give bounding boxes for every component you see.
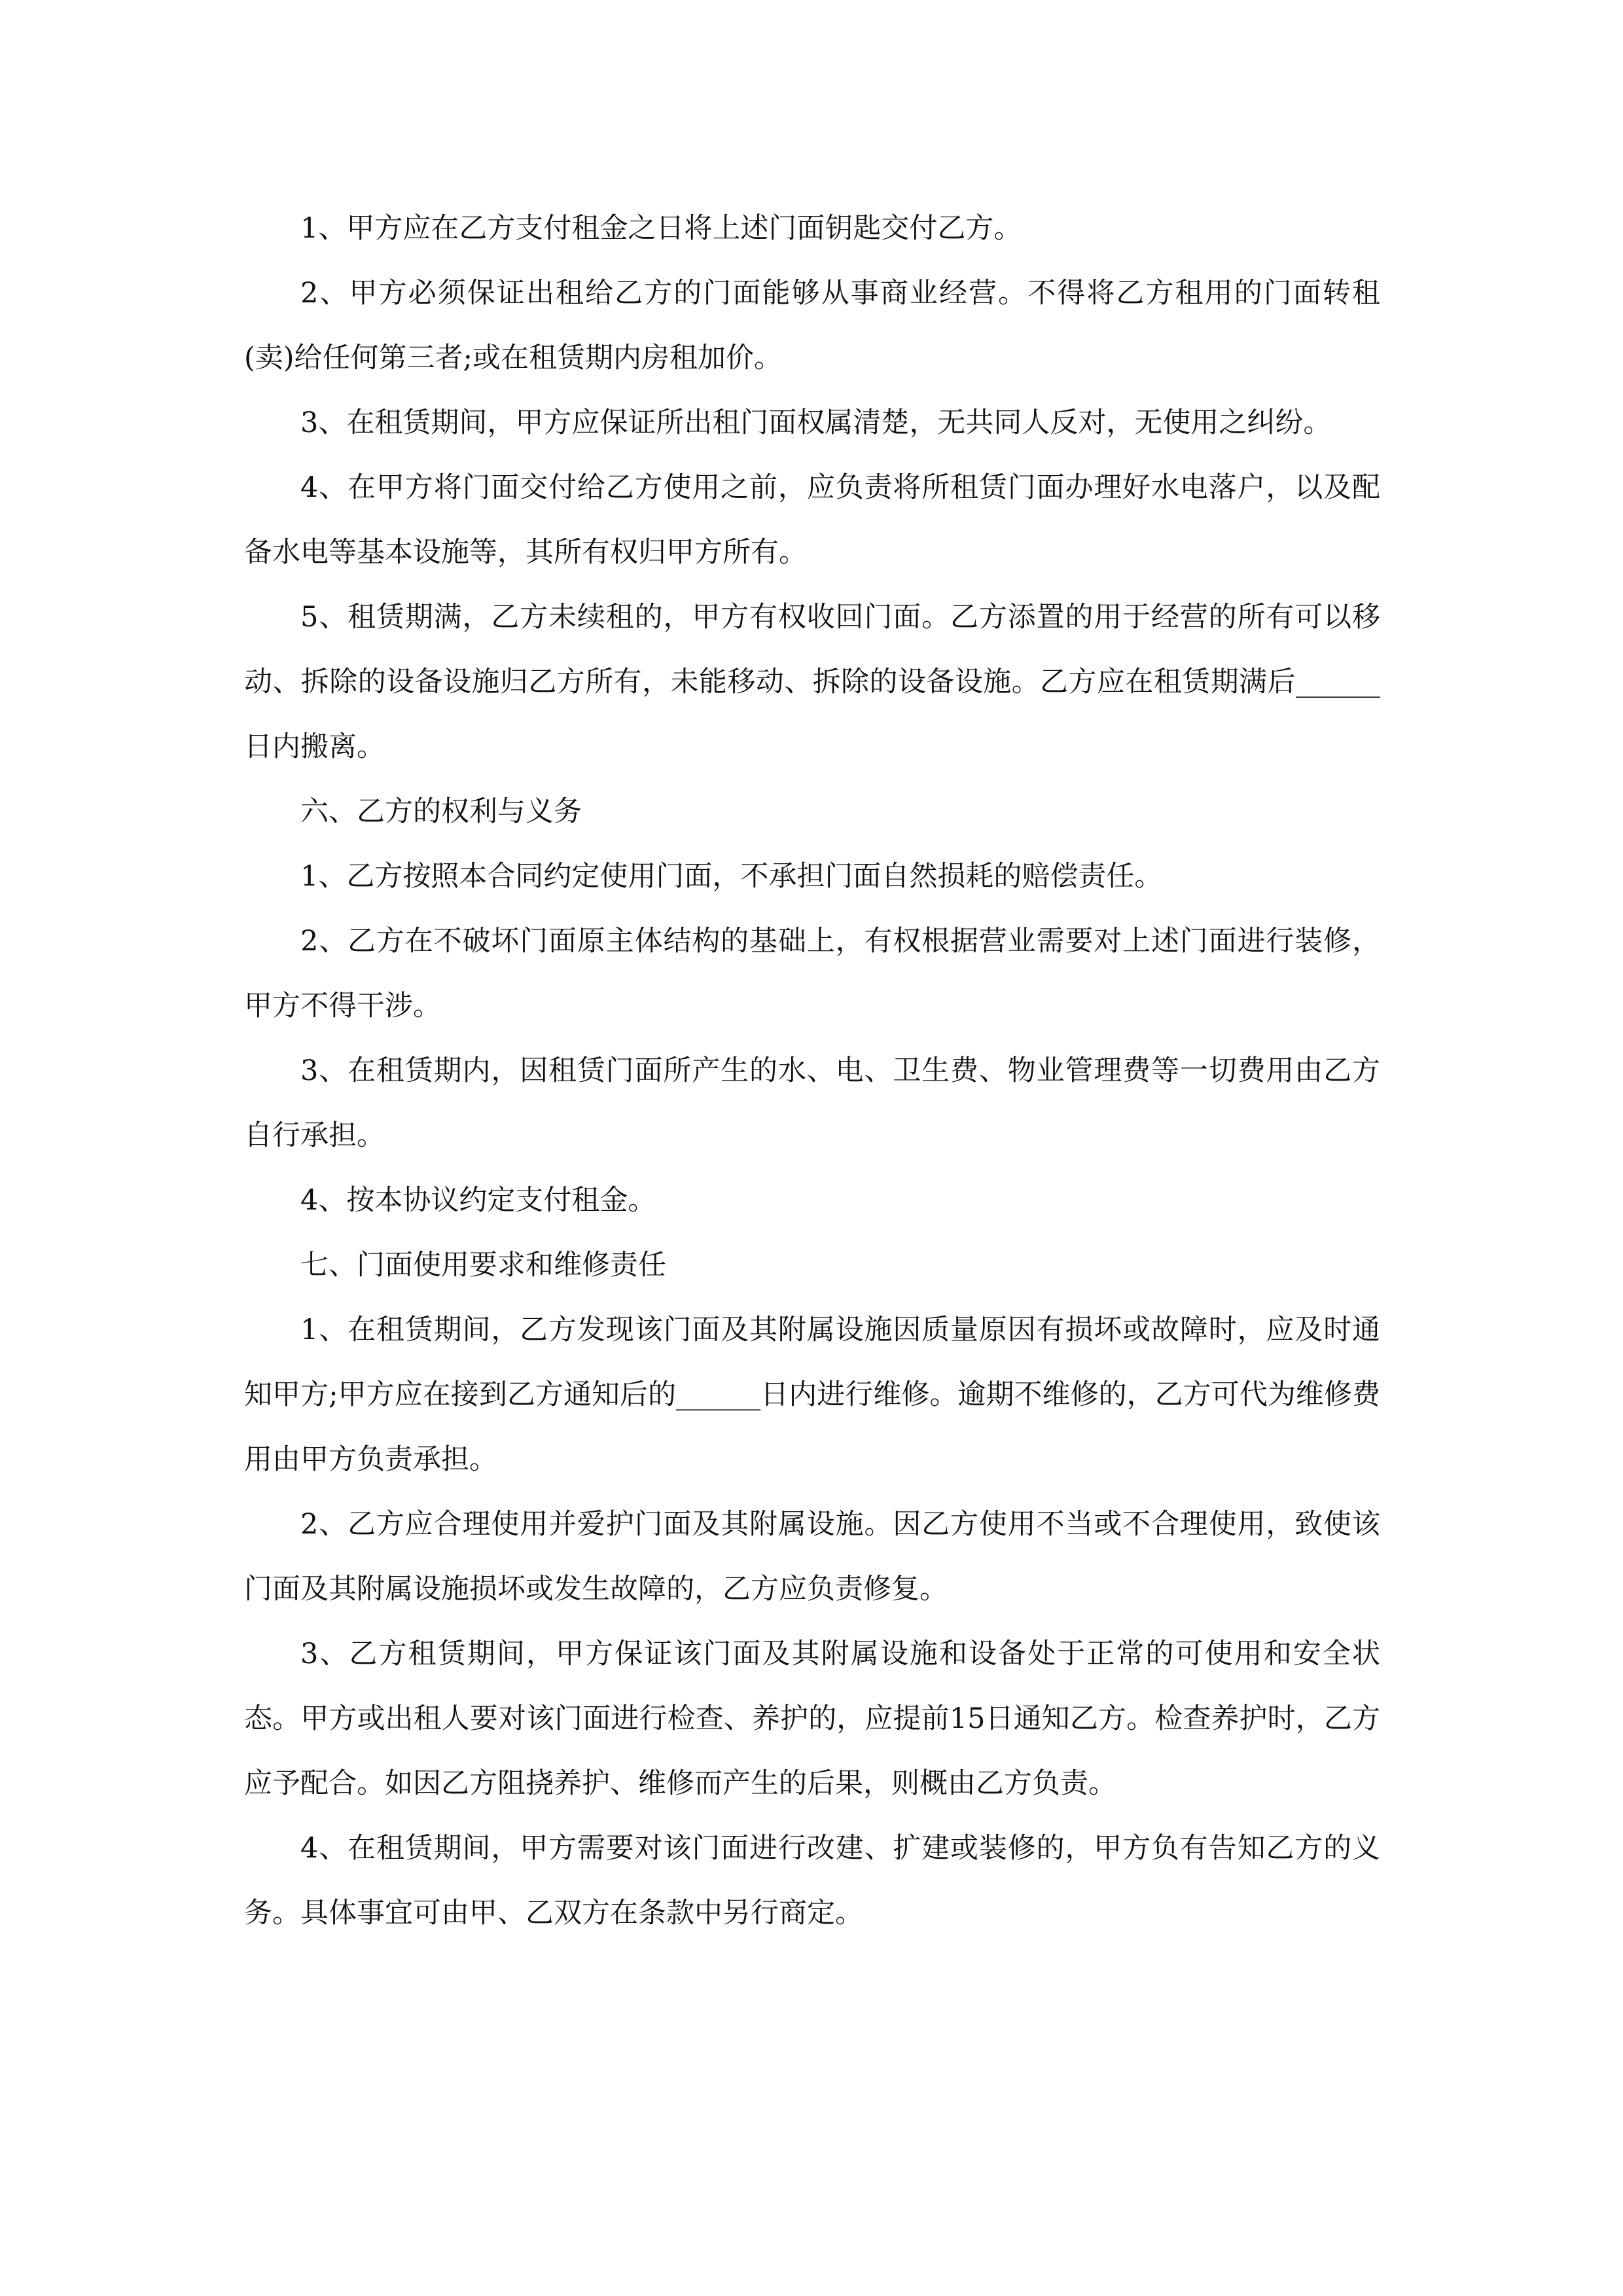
clause-paragraph: 3、在租赁期间，甲方应保证所出租门面权属清楚，无共同人反对，无使用之纠纷。 (300, 406, 1332, 439)
clause-paragraph: 2、甲方必须保证出租给乙方的门面能够从事商业经营。不得将乙方租用的门面转租(卖)给任何第三者;或在租赁期内房租加价。 (244, 277, 1380, 374)
clause-paragraph: 1、乙方按照本合同约定使用门面，不承担门面自然损耗的赔偿责任。 (300, 860, 1163, 893)
clause-paragraph: 4、按本协议约定支付租金。 (300, 1184, 656, 1217)
section-heading: 六、乙方的权利与义务 (300, 795, 582, 828)
clause-paragraph: 1、在租赁期间，乙方发现该门面及其附属设施因质量原因有损坏或故障时，应及时通知甲方;甲方应在接到乙方通知后的______日内进行维修。逾期不维修的，乙方可代为维修费用由甲方负责承担。 (244, 1314, 1380, 1476)
clause-paragraph: 3、乙方租赁期间，甲方保证该门面及其附属设施和设备处于正常的可使用和安全状态。甲方或出租人要对该门面进行检查、养护的，应提前15日通知乙方。检查养护时，乙方应予配合。如因乙方阻挠养护、维修而产生的后果，则概由乙方负责。 (244, 1638, 1380, 1800)
section-heading: 七、门面使用要求和维修责任 (300, 1249, 666, 1282)
clause-paragraph: 4、在租赁期间，甲方需要对该门面进行改建、扩建或装修的，甲方负有告知乙方的义务。具体事宜可由甲、乙双方在条款中另行商定。 (244, 1832, 1380, 1929)
clause-paragraph: 5、租赁期满，乙方未续租的，甲方有权收回门面。乙方添置的用于经营的所有可以移动、拆除的设备设施归乙方所有，未能移动、拆除的设备设施。乙方应在租赁期满后______日内搬离。 (244, 601, 1380, 763)
clause-paragraph: 3、在租赁期内，因租赁门面所产生的水、电、卫生费、物业管理费等一切费用由乙方自行承担。 (244, 1054, 1380, 1152)
contract-body (244, 196, 1380, 1946)
clause-paragraph: 2、乙方应合理使用并爱护门面及其附属设施。因乙方使用不当或不合理使用，致使该门面及其附属设施损坏或发生故障的，乙方应负责修复。 (244, 1508, 1380, 1605)
clause-paragraph: 2、乙方在不破坏门面原主体结构的基础上，有权根据营业需要对上述门面进行装修，甲方不得干涉。 (244, 925, 1380, 1022)
clause-paragraph: 4、在甲方将门面交付给乙方使用之前，应负责将所租赁门面办理好水电落户，以及配备水电等基本设施等，其所有权归甲方所有。 (244, 471, 1380, 569)
clause-paragraph: 1、甲方应在乙方支付租金之日将上述门面钥匙交付乙方。 (300, 212, 1022, 245)
